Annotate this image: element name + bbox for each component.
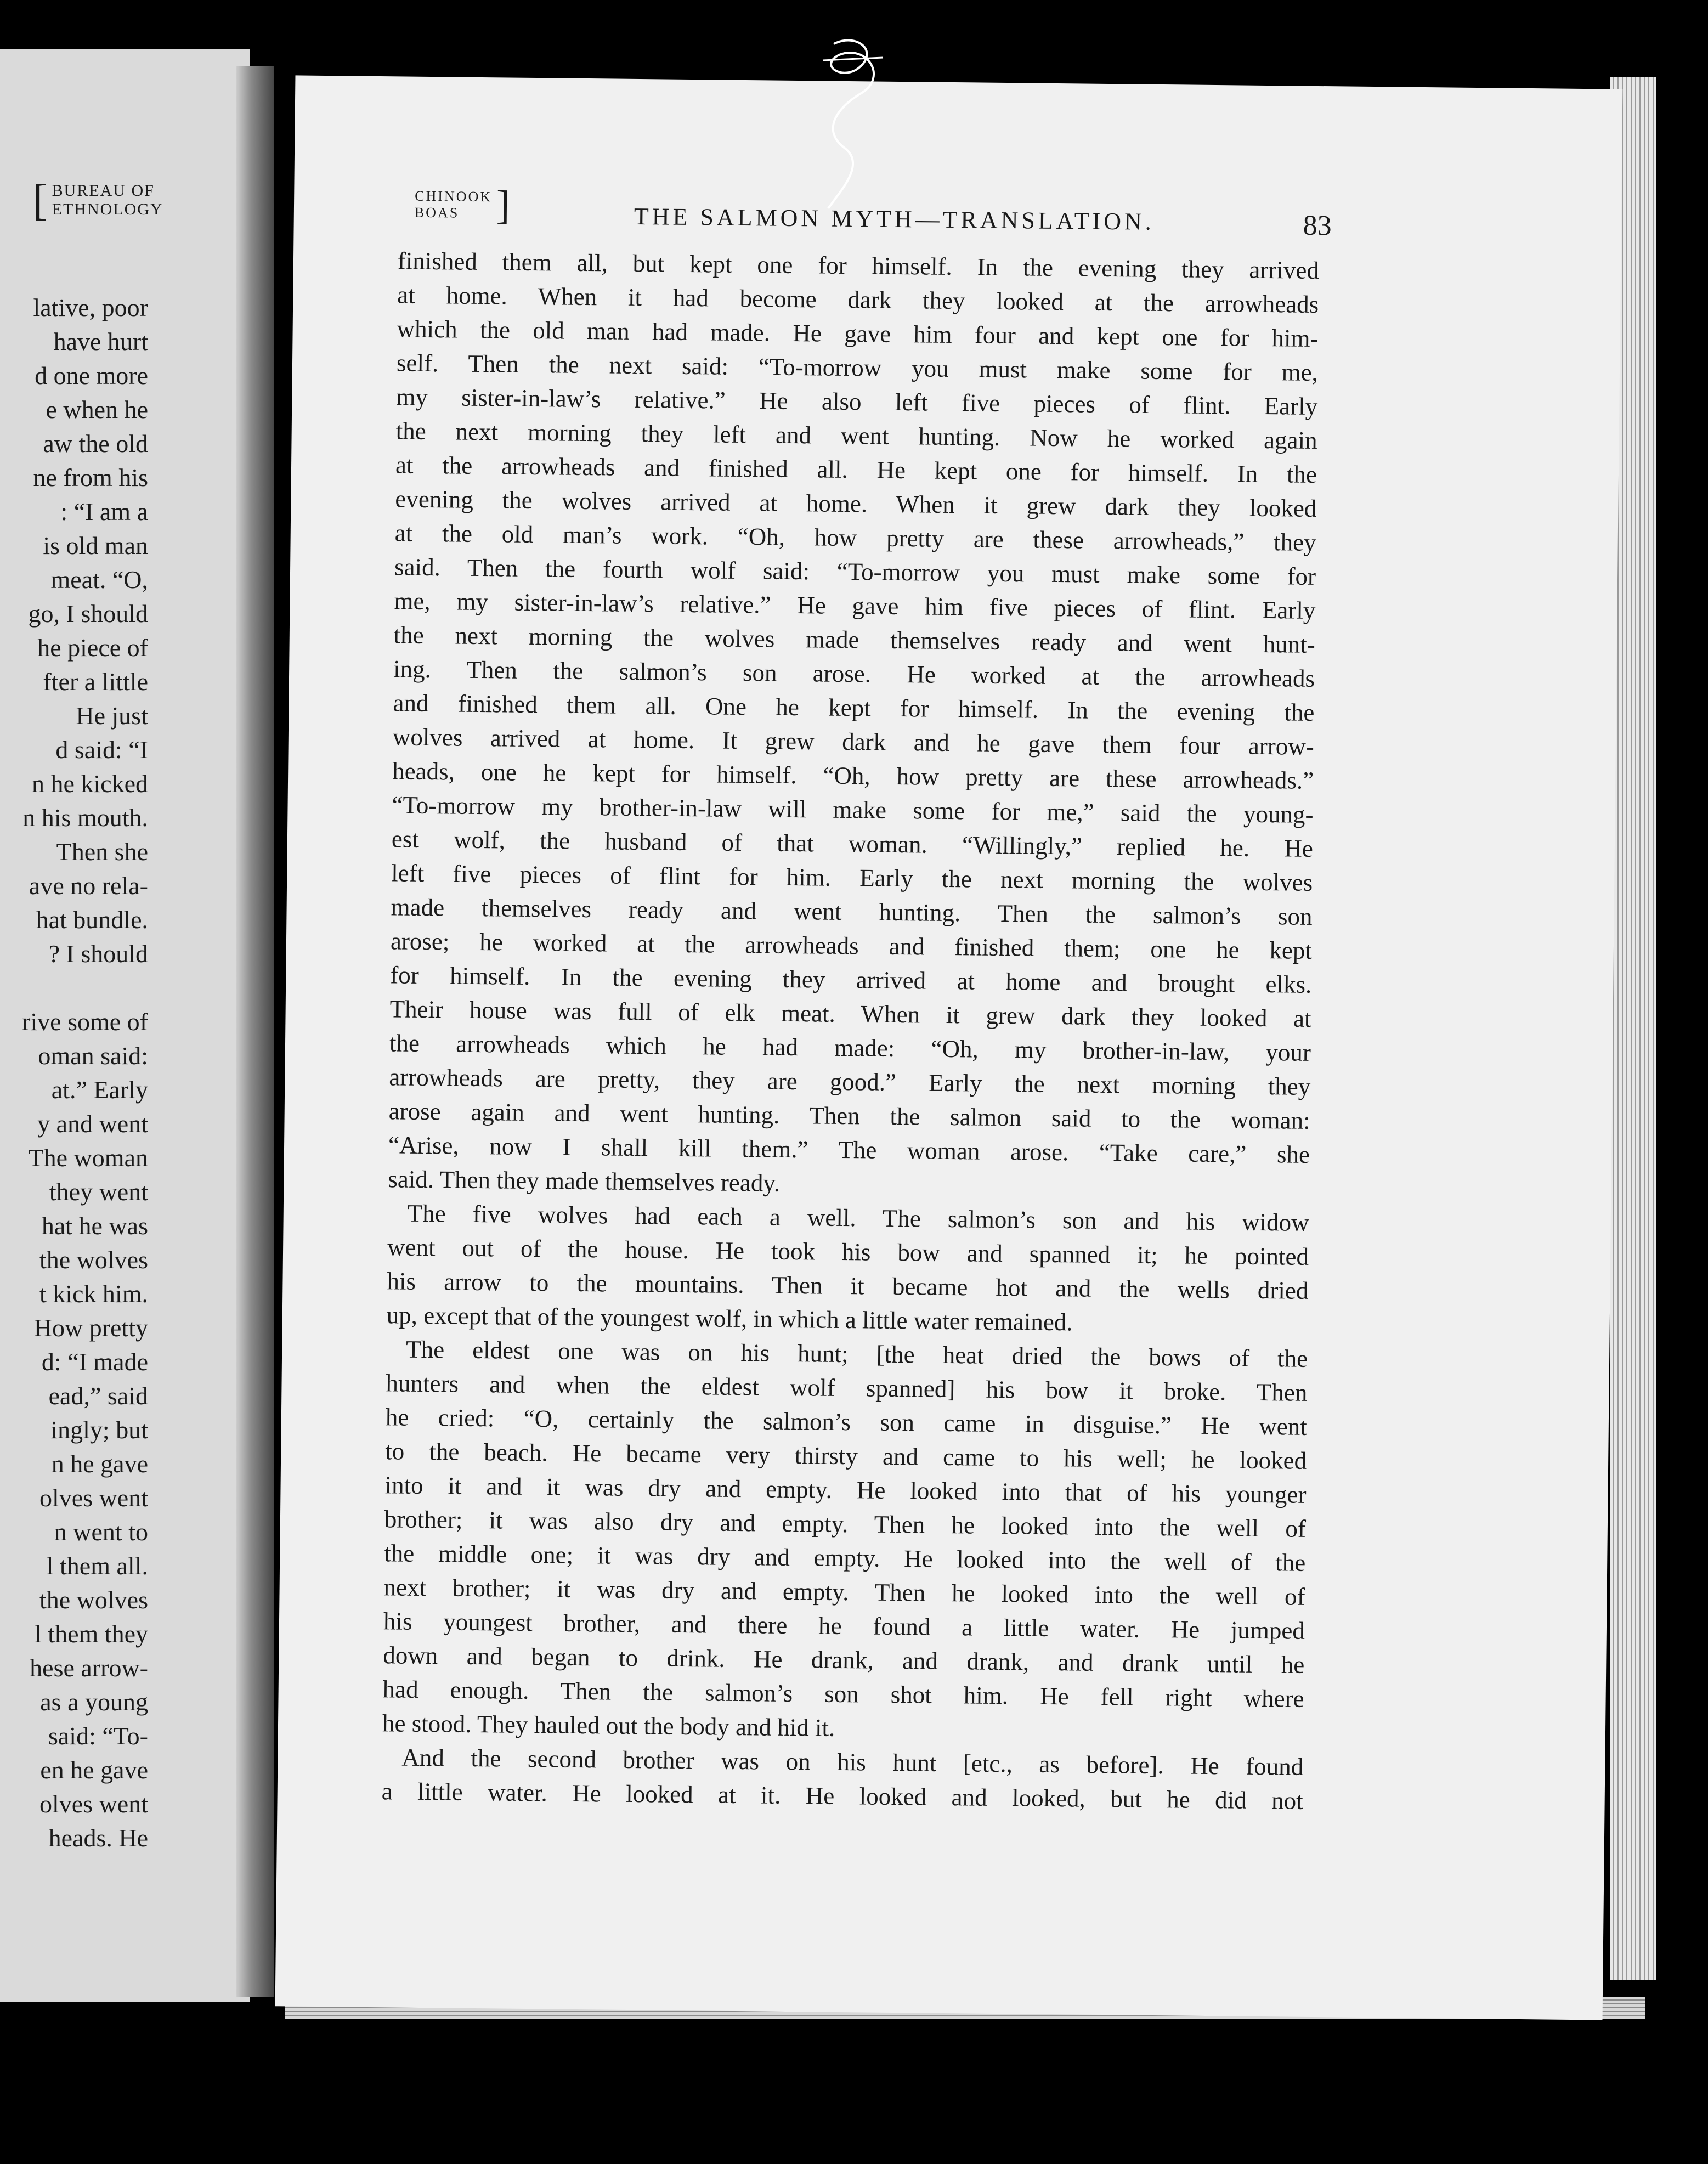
text-line: said. Then they made themselves ready. <box>388 1165 781 1197</box>
left-page-line: hese arrow- <box>30 1654 148 1682</box>
left-page-line: ingly; but <box>50 1416 148 1444</box>
text-line: The five wolves had each a well. The salmon’s son and his widow <box>407 1199 1309 1236</box>
left-page-line: meat. “O, <box>50 566 148 594</box>
running-head-author-text <box>415 188 493 222</box>
right-page <box>275 75 1623 2020</box>
left-page-line: He just <box>76 702 148 730</box>
left-page-line: they went <box>49 1178 148 1206</box>
text-line: his youngest brother, and there he found a little water. He jumped <box>383 1607 1305 1645</box>
left-header-line-1: BUREAU OF <box>52 182 155 200</box>
text-line: he stood. They hauled out the body and hid it. <box>382 1709 835 1742</box>
left-page-line: have hurt <box>53 327 148 355</box>
left-page-line: aw the old <box>43 430 148 457</box>
text-line: the next morning they left and went hunting. Now he worked again <box>395 417 1317 454</box>
text-line: made themselves ready and went hunting. Then the salmon’s son <box>391 893 1313 930</box>
text-line: arose; he worked at the arrowheads and finished them; one he kept <box>390 927 1313 964</box>
text-line: went out of the house. He took his bow and spanned it; he pointed <box>387 1233 1309 1270</box>
left-page-line: l them they <box>35 1620 148 1648</box>
text-line: said. Then the fourth wolf said: “To-morrow you must make some for <box>394 553 1316 590</box>
text-line: up, except that of the youngest wolf, in which a little water remained. <box>386 1301 1073 1336</box>
left-page-line: d one more <box>35 361 148 389</box>
left-page-line: said: “To- <box>48 1722 148 1750</box>
text-line: finished them all, but kept one for himself. In the evening they arrived <box>397 247 1320 284</box>
running-head-author-line-1: CHINOOK <box>415 188 493 205</box>
left-page-line: lative, poor <box>33 293 148 321</box>
scanner-squiggle-mark <box>801 33 900 214</box>
page-number: 83 <box>1303 210 1332 242</box>
left-bracket: [ <box>33 176 49 224</box>
text-line: the arrowheads which he had made: “Oh, my brother-in-law, your <box>389 1029 1311 1066</box>
left-page-line: l them all. <box>46 1552 148 1580</box>
left-page-text <box>0 291 148 1855</box>
text-line: me, my sister-in-law’s relative.” He gave him five pieces of flint. Early <box>394 587 1316 624</box>
left-page-line: en he gave <box>40 1756 148 1784</box>
left-page-line: the wolves <box>39 1246 148 1274</box>
text-line: the middle one; it was dry and empty. He looked into the well of the <box>384 1539 1306 1577</box>
text-line: self. Then the next said: “To-morrow you must make some for me, <box>396 349 1319 386</box>
left-page-line: ne from his <box>33 464 148 491</box>
left-page-line: oman said: <box>38 1042 148 1070</box>
left-page-line: is old man <box>43 532 148 560</box>
left-page-line: ? I should <box>48 940 148 968</box>
left-page-line: rive some of <box>22 1008 148 1036</box>
left-page-line <box>0 971 148 1005</box>
text-line: “To-morrow my brother-in-law will make some for me,” said the young- <box>392 791 1314 828</box>
left-page-line: fter a little <box>43 668 148 696</box>
text-line: arose again and went hunting. Then the salmon said to the woman: <box>388 1097 1310 1134</box>
left-page-line: t kick him. <box>39 1280 148 1308</box>
left-page-line: n went to <box>54 1518 148 1546</box>
text-line: left five pieces of flint for him. Early the next morning the wolves <box>391 859 1313 896</box>
text-line: my sister-in-law’s relative.” He also left five pieces of flint. Early <box>396 383 1318 420</box>
left-page-line: at.” Early <box>51 1076 148 1104</box>
left-page-line: the wolves <box>39 1586 148 1614</box>
text-line: hunters and when the eldest wolf spanned] his bow it broke. Then <box>386 1369 1308 1406</box>
left-page-line: ead,” said <box>48 1382 148 1410</box>
text-line: and finished them all. One he kept for himself. In the evening the <box>393 689 1315 726</box>
text-line: est wolf, the husband of that woman. “Willingly,” replied he. He <box>391 825 1314 862</box>
text-line: brother; it was also dry and empty. Then he looked into the well of <box>384 1505 1307 1543</box>
text-line: down and began to drink. He drank, and drank, and drank until he <box>383 1641 1305 1679</box>
text-line: The eldest one was on his hunt; [the heat dried the bows of the <box>405 1335 1308 1372</box>
text-line: “Arise, now I shall kill them.” The woman arose. “Take care,” she <box>388 1131 1310 1168</box>
right-bracket: ] <box>496 183 512 228</box>
text-line: evening the wolves arrived at home. When it grew dark they looked <box>395 485 1317 522</box>
text-line: Their house was full of elk meat. When it grew dark they looked at <box>389 995 1311 1032</box>
text-line: his arrow to the mountains. Then it became hot and the wells dried <box>387 1267 1309 1304</box>
left-page-line: olves went <box>39 1790 148 1818</box>
left-page-line: olves went <box>39 1484 148 1512</box>
left-page-line: d: “I made <box>41 1348 148 1376</box>
text-line: the next morning the wolves made themselves ready and went hunt- <box>393 621 1315 658</box>
left-page-line: go, I should <box>28 600 148 628</box>
left-page-line: he piece of <box>37 634 148 662</box>
text-line: which the old man had made. He gave him four and kept one for him- <box>397 315 1319 352</box>
left-page-line: n he kicked <box>31 770 148 798</box>
text-line: for himself. In the evening they arrived at home and brought elks. <box>390 961 1312 998</box>
left-running-head <box>33 176 163 224</box>
left-page-line: hat bundle. <box>36 906 148 934</box>
left-page-line: The woman <box>28 1144 148 1172</box>
book-gutter <box>236 66 274 1997</box>
left-page-line: ave no rela- <box>29 872 148 900</box>
text-line: ing. Then the salmon’s son arose. He worked at the arrowheads <box>393 655 1315 692</box>
left-page-line: How pretty <box>33 1314 148 1342</box>
left-page-line: e when he <box>46 395 148 423</box>
text-line: heads, one he kept for himself. “Oh, how pretty are these arrowheads.” <box>392 757 1314 794</box>
left-page-line: : “I am a <box>60 498 148 526</box>
text-line: at the arrowheads and finished all. He kept one for himself. In the <box>395 451 1317 488</box>
text-line: a little water. He looked at it. He looked and looked, but he did not <box>381 1777 1303 1815</box>
left-page-line: hat he was <box>41 1212 148 1240</box>
running-head-author-line-2: BOAS <box>414 204 460 221</box>
running-title: THE SALMON MYTH—TRANSLATION. <box>634 202 1155 235</box>
left-page-line: heads. He <box>48 1824 148 1852</box>
left-header-line-2: ETHNOLOGY <box>52 200 163 218</box>
text-line: he cried: “O, certainly the salmon’s son came in disguise.” He went <box>385 1403 1308 1440</box>
running-head-author <box>414 183 512 228</box>
body-text <box>381 244 1319 1817</box>
text-line: arrowheads are pretty, they are good.” Early the next morning they <box>389 1063 1311 1100</box>
text-line: wolves arrived at home. It grew dark and he gave them four arrow- <box>392 723 1315 760</box>
left-page-line: as a young <box>40 1688 148 1716</box>
left-running-head-text <box>52 182 163 219</box>
text-line: had enough. Then the salmon’s son shot him. He fell right where <box>382 1675 1304 1713</box>
text-line: next brother; it was dry and empty. Then he looked into the well of <box>383 1573 1305 1611</box>
left-page-line: y and went <box>37 1110 148 1138</box>
left-page-line: n his mouth. <box>22 804 148 832</box>
text-line: at home. When it had become dark they looked at the arrowheads <box>397 281 1319 318</box>
text-line: And the second brother was on his hunt [etc., as before]. He found <box>401 1743 1304 1781</box>
left-page <box>0 49 250 2002</box>
text-line: at the old man’s work. “Oh, how pretty are these arrowheads,” they <box>394 519 1316 556</box>
text-line: into it and it was dry and empty. He looked into that of his younger <box>384 1471 1307 1508</box>
left-page-line: d said: “I <box>55 736 148 764</box>
text-line: to the beach. He became very thirsty and came to his well; he looked <box>384 1437 1307 1474</box>
left-page-line: n he gave <box>51 1450 148 1478</box>
left-page-line: Then she <box>56 838 148 866</box>
